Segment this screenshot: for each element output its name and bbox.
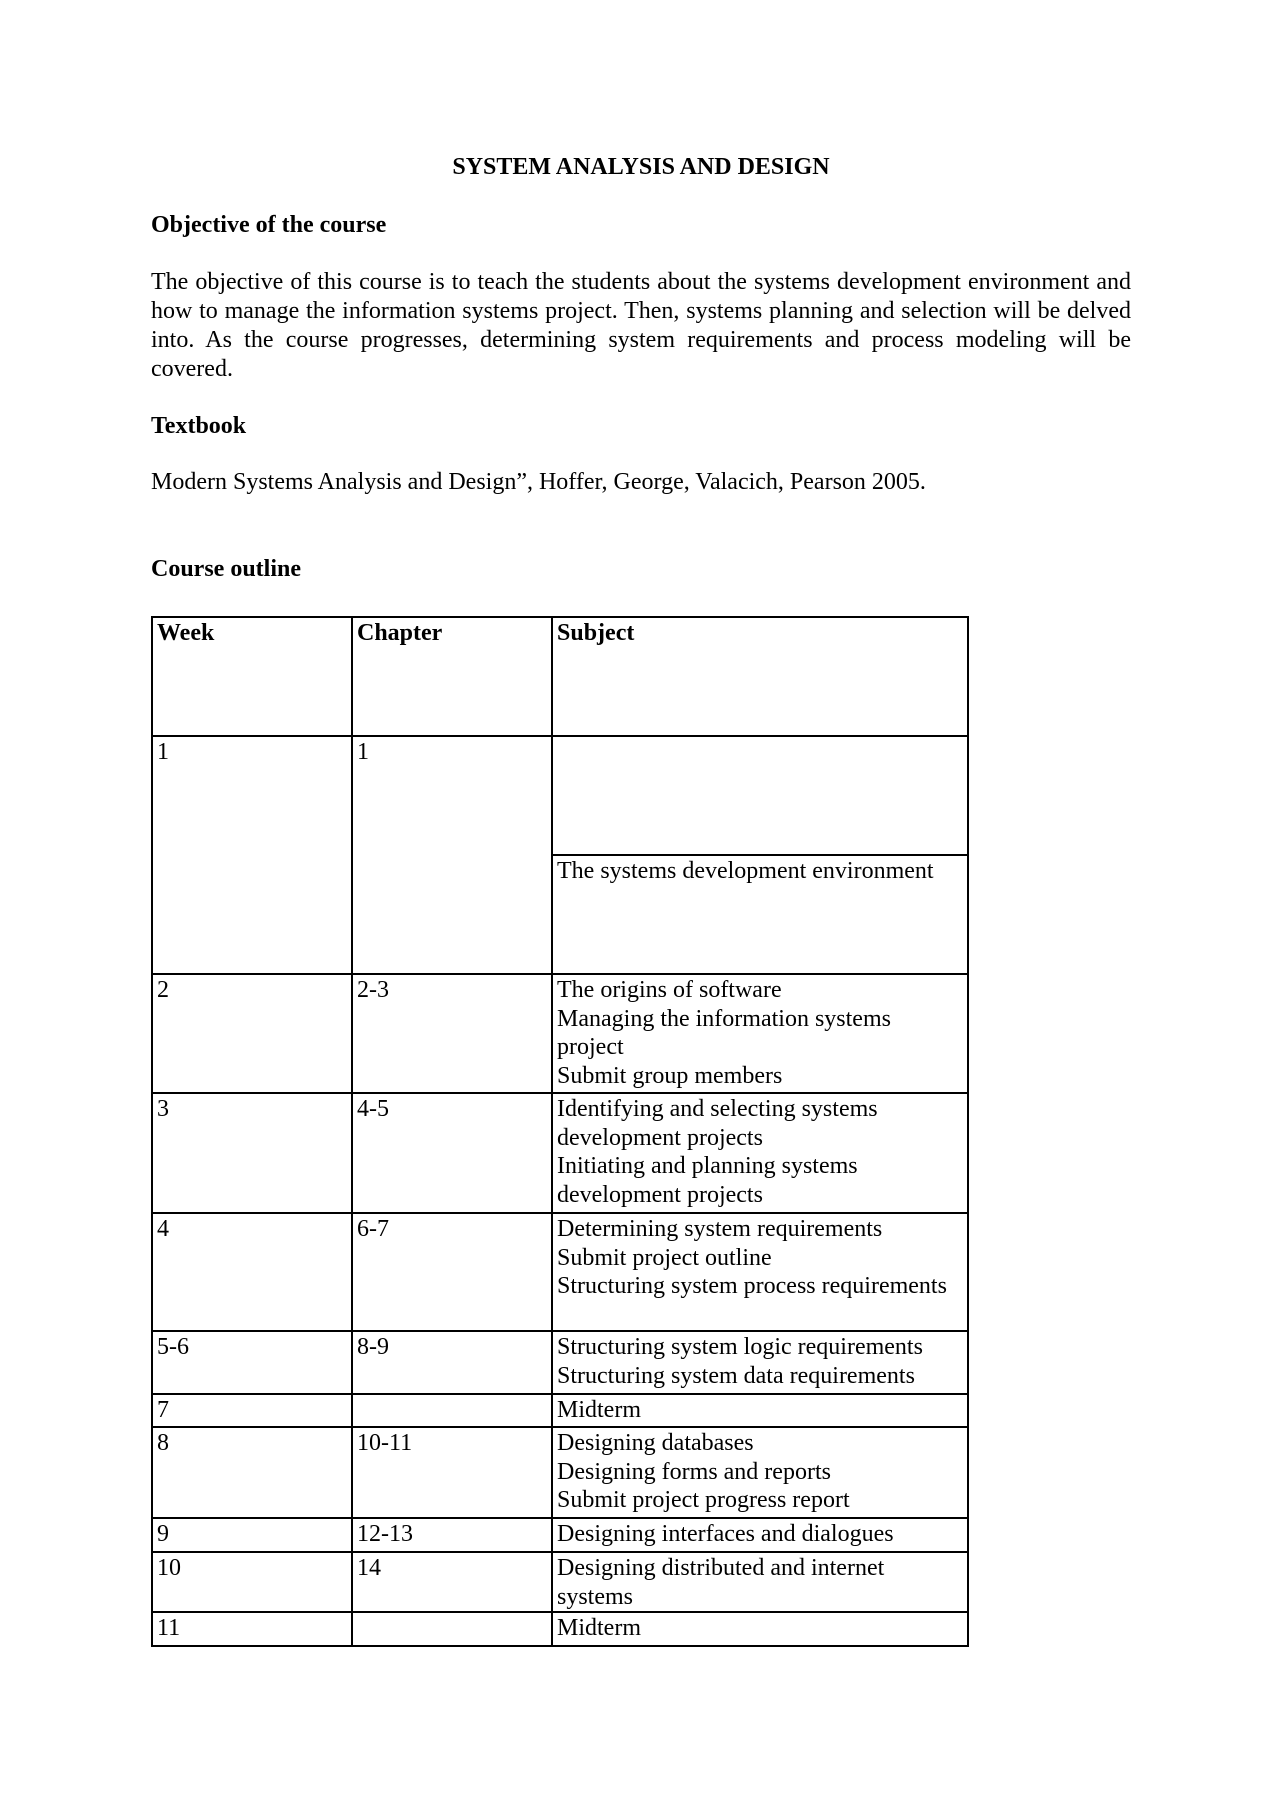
week-cell: 9 — [152, 1518, 352, 1552]
subject-cell — [552, 1394, 968, 1427]
chapter-cell: 10-11 — [352, 1427, 552, 1518]
subject-line: Designing distributed and internet systems — [557, 1555, 885, 1610]
week-cell: 11 — [152, 1612, 352, 1646]
subject-cell-empty — [552, 736, 968, 855]
week-cell: 3 — [152, 1093, 352, 1213]
week-cell: 4 — [152, 1213, 352, 1331]
subject-cell — [552, 1093, 968, 1213]
subject-cell — [552, 1518, 968, 1552]
table-header-row — [152, 617, 968, 736]
subject-cell — [552, 974, 968, 1093]
table-row — [152, 736, 968, 855]
subject-cell — [552, 1213, 968, 1331]
table-row — [152, 1213, 968, 1331]
subject-line: Structuring system data requirements — [557, 1362, 915, 1389]
objective-paragraph: The objective of this course is to teach the students about the systems development environment and how to manage the information systems project. Then, systems planning and selection will be delved into. As the course progresses, determining system requirements and process modeling will be covered. — [151, 269, 1131, 382]
chapter-cell: 14 — [352, 1552, 552, 1612]
chapter-cell: 2-3 — [352, 974, 552, 1093]
week-column-header: Week — [152, 617, 352, 736]
subject-cell — [552, 1552, 968, 1612]
subject-line: Identifying and selecting systems development projects — [557, 1096, 878, 1151]
document-title: SYSTEM ANALYSIS AND DESIGN — [452, 154, 830, 180]
table-row — [152, 1427, 968, 1518]
subject-line: Midterm — [557, 1397, 641, 1423]
chapter-cell: 8-9 — [352, 1331, 552, 1394]
subject-cell — [552, 855, 968, 974]
subject-line: Initiating and planning systems development projects — [557, 1153, 858, 1208]
subject-line: Designing forms and reports — [557, 1458, 831, 1485]
subject-line: The origins of software — [557, 977, 782, 1003]
table-row — [152, 1552, 968, 1612]
table-row — [152, 1612, 968, 1646]
subject-line: Determining system requirements — [557, 1216, 883, 1242]
subject-cell — [552, 1427, 968, 1518]
subject-line: Midterm — [557, 1615, 641, 1641]
week-cell: 7 — [152, 1394, 352, 1427]
week-cell: 8 — [152, 1427, 352, 1518]
chapter-cell: 12-13 — [352, 1518, 552, 1552]
chapter-cell — [352, 1612, 552, 1646]
course-outline-table — [151, 616, 969, 1647]
table-row — [152, 1394, 968, 1427]
week-cell: 5-6 — [152, 1331, 352, 1394]
table-row — [152, 974, 968, 1093]
subject-line: Submit group members — [557, 1062, 783, 1089]
subject-cell — [552, 1331, 968, 1394]
subject-line: Designing interfaces and dialogues — [557, 1521, 894, 1547]
chapter-cell: 1 — [352, 736, 552, 974]
subject-line: The systems development environment — [557, 858, 934, 884]
subject-line: Managing the information systems project — [557, 1005, 891, 1060]
subject-line: Structuring system logic requirements — [557, 1334, 923, 1360]
subject-cell — [552, 1612, 968, 1646]
week-cell: 10 — [152, 1552, 352, 1612]
week-cell: 1 — [152, 736, 352, 974]
chapter-cell — [352, 1394, 552, 1427]
textbook-reference: Modern Systems Analysis and Design”, Hoffer, George, Valacich, Pearson 2005. — [151, 469, 926, 495]
textbook-heading: Textbook — [151, 413, 247, 439]
subject-line: Submit project outline — [557, 1244, 772, 1271]
subject-line: Designing databases — [557, 1430, 754, 1456]
table-row — [152, 1518, 968, 1552]
chapter-column-header: Chapter — [352, 617, 552, 736]
objective-heading: Objective of the course — [151, 212, 387, 238]
table-row — [152, 1093, 968, 1213]
subject-line: Structuring system process requirements — [557, 1273, 947, 1299]
week-cell: 2 — [152, 974, 352, 1093]
chapter-cell: 4-5 — [352, 1093, 552, 1213]
chapter-cell: 6-7 — [352, 1213, 552, 1331]
subject-line: Submit project progress report — [557, 1487, 850, 1513]
subject-column-header: Subject — [552, 617, 968, 736]
course-outline-heading: Course outline — [151, 556, 301, 582]
table-row — [152, 1331, 968, 1394]
